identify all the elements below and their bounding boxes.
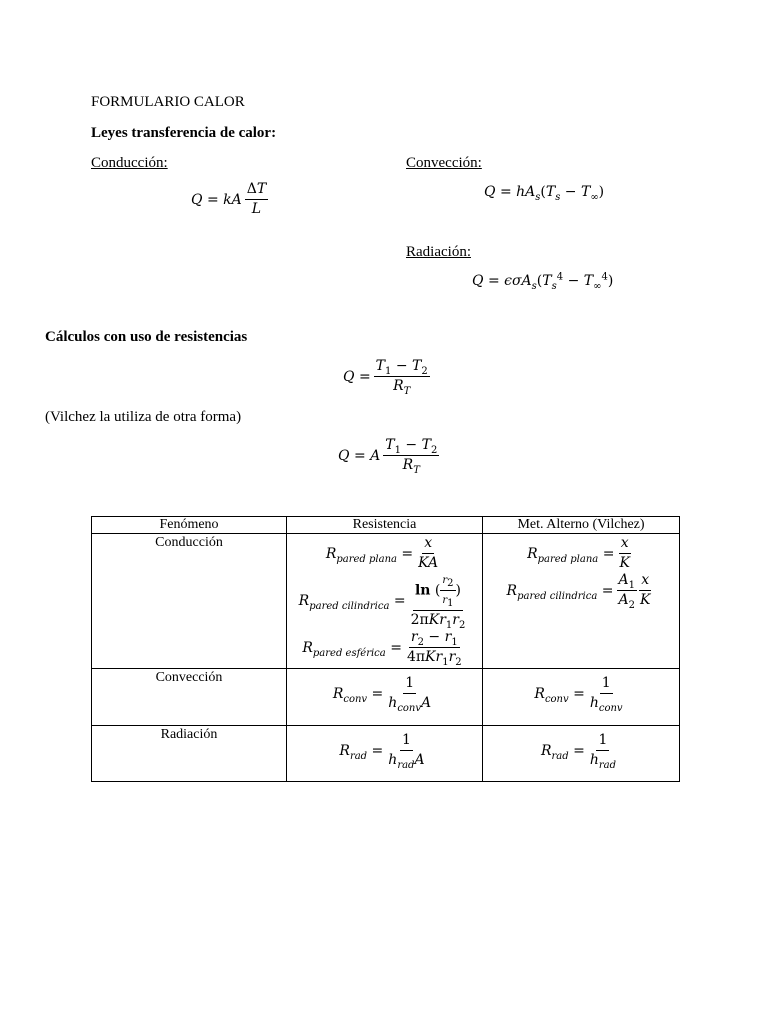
vilchez-formula: Q = A $T_1 - T_2$ $R_T$ xyxy=(338,437,438,476)
convection-label: Convección: xyxy=(406,155,482,171)
conduction-resistances xyxy=(287,534,482,666)
resistance-table xyxy=(91,516,680,782)
conduction-formula: Q = kA ΔT L xyxy=(191,181,267,217)
table-row xyxy=(92,669,680,726)
alt-plane-wall-resistance: $R_{pared plana}$ = $\frac{x}{K}$ xyxy=(527,535,630,571)
radiation-resistance: $R_{rad}$ = 1 $h_{rad}A$ xyxy=(339,732,425,771)
table-row xyxy=(92,534,680,669)
spherical-wall-resistance: $R_{pared esférica}$ = $r_2 - r_1$ $4\pi Kr_1r_2$ xyxy=(302,629,462,668)
conduction-alternate xyxy=(483,534,679,609)
alt-cylindrical-wall-resistance: $R_{pared cilindrica}$ = $\frac{A_1}{A_2}$ x K xyxy=(506,572,651,611)
table-row xyxy=(92,726,680,782)
row-label-radiation: Radiación xyxy=(160,727,218,742)
cylindrical-wall-resistance: $R_{pared cilindrica}$ = ln ( $\frac{r_2}{r_1}$ ) $2\pi Kr_1r_2$ xyxy=(299,572,471,629)
plane-wall-resistance: $R_{pared plana}$ = $\frac{x}{KA}$ xyxy=(325,535,439,571)
header-alternate-method: Met. Alterno (Vilchez) xyxy=(483,517,680,534)
radiation-alternate: $R_{rad}$ = 1 $h_{rad}$ xyxy=(540,732,617,771)
radiation-label: Radiación: xyxy=(406,244,471,260)
radiation-formula: $Q = \epsilon\sigma A_s(T_s^4 - T_\infty^4)$ xyxy=(472,271,614,292)
laws-heading: Leyes transferencia de calor: xyxy=(91,125,277,141)
row-label-conduction: Conducción xyxy=(155,535,223,550)
resistance-formula: Q = $\frac{T_1 - T_2}{R_T}$ xyxy=(343,358,428,397)
convection-alternate: $R_{conv}$ = 1 $h_{conv}$ xyxy=(534,675,623,714)
resistances-heading: Cálculos con uso de resistencias xyxy=(45,329,248,345)
document-title: FORMULARIO CALOR xyxy=(91,94,245,110)
header-phenomenon: Fenómeno xyxy=(92,517,287,534)
convection-resistance: $R_{conv}$ = 1 $h_{conv}A$ xyxy=(332,675,432,714)
convection-formula: $Q = hA_s(T_s - T_\infty)$ xyxy=(484,184,605,203)
row-label-convection: Convección xyxy=(155,670,223,685)
conduction-label: Conducción: xyxy=(91,155,168,171)
header-resistance: Resistencia xyxy=(287,517,483,534)
table-header-row xyxy=(92,517,680,534)
vilchez-note: (Vilchez la utiliza de otra forma) xyxy=(45,409,242,425)
